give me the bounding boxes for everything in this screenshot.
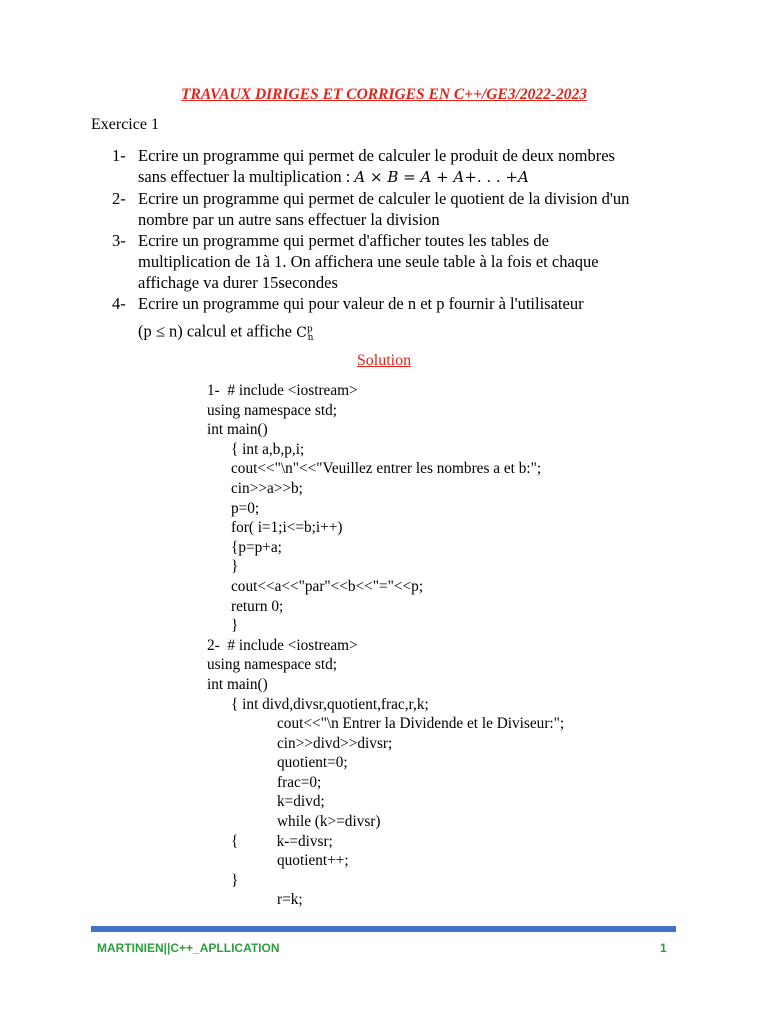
code-line: } — [231, 871, 239, 889]
code-line: { int divd,divsr,quotient,frac,r,k; — [231, 695, 429, 713]
code-line: cin>>divd>>divsr; — [277, 734, 393, 752]
exercise-line: Ecrire un programme qui permet de calculer le produit de deux nombres — [138, 146, 615, 165]
exercise-line: (p ≤ n) calcul et affiche $C^p_n$ — [138, 321, 314, 344]
code-line: 1- # include <iostream> — [207, 382, 358, 399]
code-line: 2- # include <iostream> — [207, 636, 358, 654]
code-line: r=k; — [277, 891, 303, 909]
exercise-line: affichage va durer 15secondes — [138, 273, 338, 292]
document-title: TRAVAUX DIRIGES ET CORRIGES EN C++/GE3/2022-2023 — [181, 86, 587, 103]
page-number: 1 — [660, 941, 667, 955]
footer-divider — [91, 926, 676, 932]
code-line: using namespace std; — [207, 401, 337, 419]
code-line: cout<<"\n"<<"Veuillez entrer les nombres a et b:"; — [231, 460, 542, 478]
exercise-number: 2- — [112, 189, 126, 208]
code-line: quotient=0; — [277, 754, 348, 772]
exercise-line: sans effectuer la multiplication : A × B = A + A+. . . +A — [138, 167, 529, 186]
exercise-line: Ecrire un programme qui pour valeur de n et p fournir à l'utilisateur — [138, 294, 584, 313]
exercise-line: Ecrire un programme qui permet de calculer le quotient de la division d'un — [138, 189, 630, 208]
code-line: int main() — [207, 421, 268, 439]
code-line: p=0; — [231, 499, 260, 517]
code-line: cout<<a<<"par"<<b<<"="<<p; — [231, 577, 424, 595]
code-line: for( i=1;i<=b;i++) — [231, 519, 343, 537]
exercise-line: Ecrire un programme qui permet d'afficher toutes les tables de — [138, 231, 549, 250]
code-line: } — [231, 617, 239, 635]
combination-symbol: $C^p_n$ — [296, 324, 314, 344]
exercise-item-2 — [112, 188, 692, 230]
code-block — [207, 381, 564, 910]
code-line: cout<<"\n Entrer la Dividende et le Diviseur:"; — [277, 715, 565, 733]
code-line: using namespace std; — [207, 656, 337, 674]
exercise-number: 4- — [112, 294, 126, 313]
code-line: cin>>a>>b; — [231, 479, 303, 497]
code-line: k=divd; — [277, 793, 325, 811]
footer-author: MARTINIEN||C++_APLLICATION — [97, 941, 280, 955]
exercise-list — [112, 145, 692, 349]
exercise-line: nombre par un autre sans effectuer la division — [138, 210, 440, 229]
exercise-item-1 — [112, 145, 692, 188]
code-line: { k-=divsr; — [231, 832, 333, 850]
code-line: quotient++; — [277, 852, 349, 870]
code-line: } — [231, 558, 239, 576]
exercise-item-4 — [112, 293, 692, 349]
code-line: frac=0; — [277, 773, 322, 791]
exercise-line: multiplication de 1à 1. On affichera une seule table à la fois et chaque — [138, 252, 599, 271]
code-line: { int a,b,p,i; — [231, 440, 305, 458]
solution-heading: Solution — [356, 352, 412, 369]
exercise-number: 3- — [112, 231, 126, 250]
code-line: int main() — [207, 675, 268, 693]
code-line: while (k>=divsr) — [277, 813, 381, 831]
formula: A × B = A + A+. . . +A — [354, 168, 529, 186]
exercise-number: 1- — [112, 146, 126, 165]
code-line: return 0; — [231, 597, 284, 615]
code-line: {p=p+a; — [231, 538, 282, 556]
exercise-heading: Exercice 1 — [91, 116, 159, 133]
exercise-item-3 — [112, 230, 692, 293]
